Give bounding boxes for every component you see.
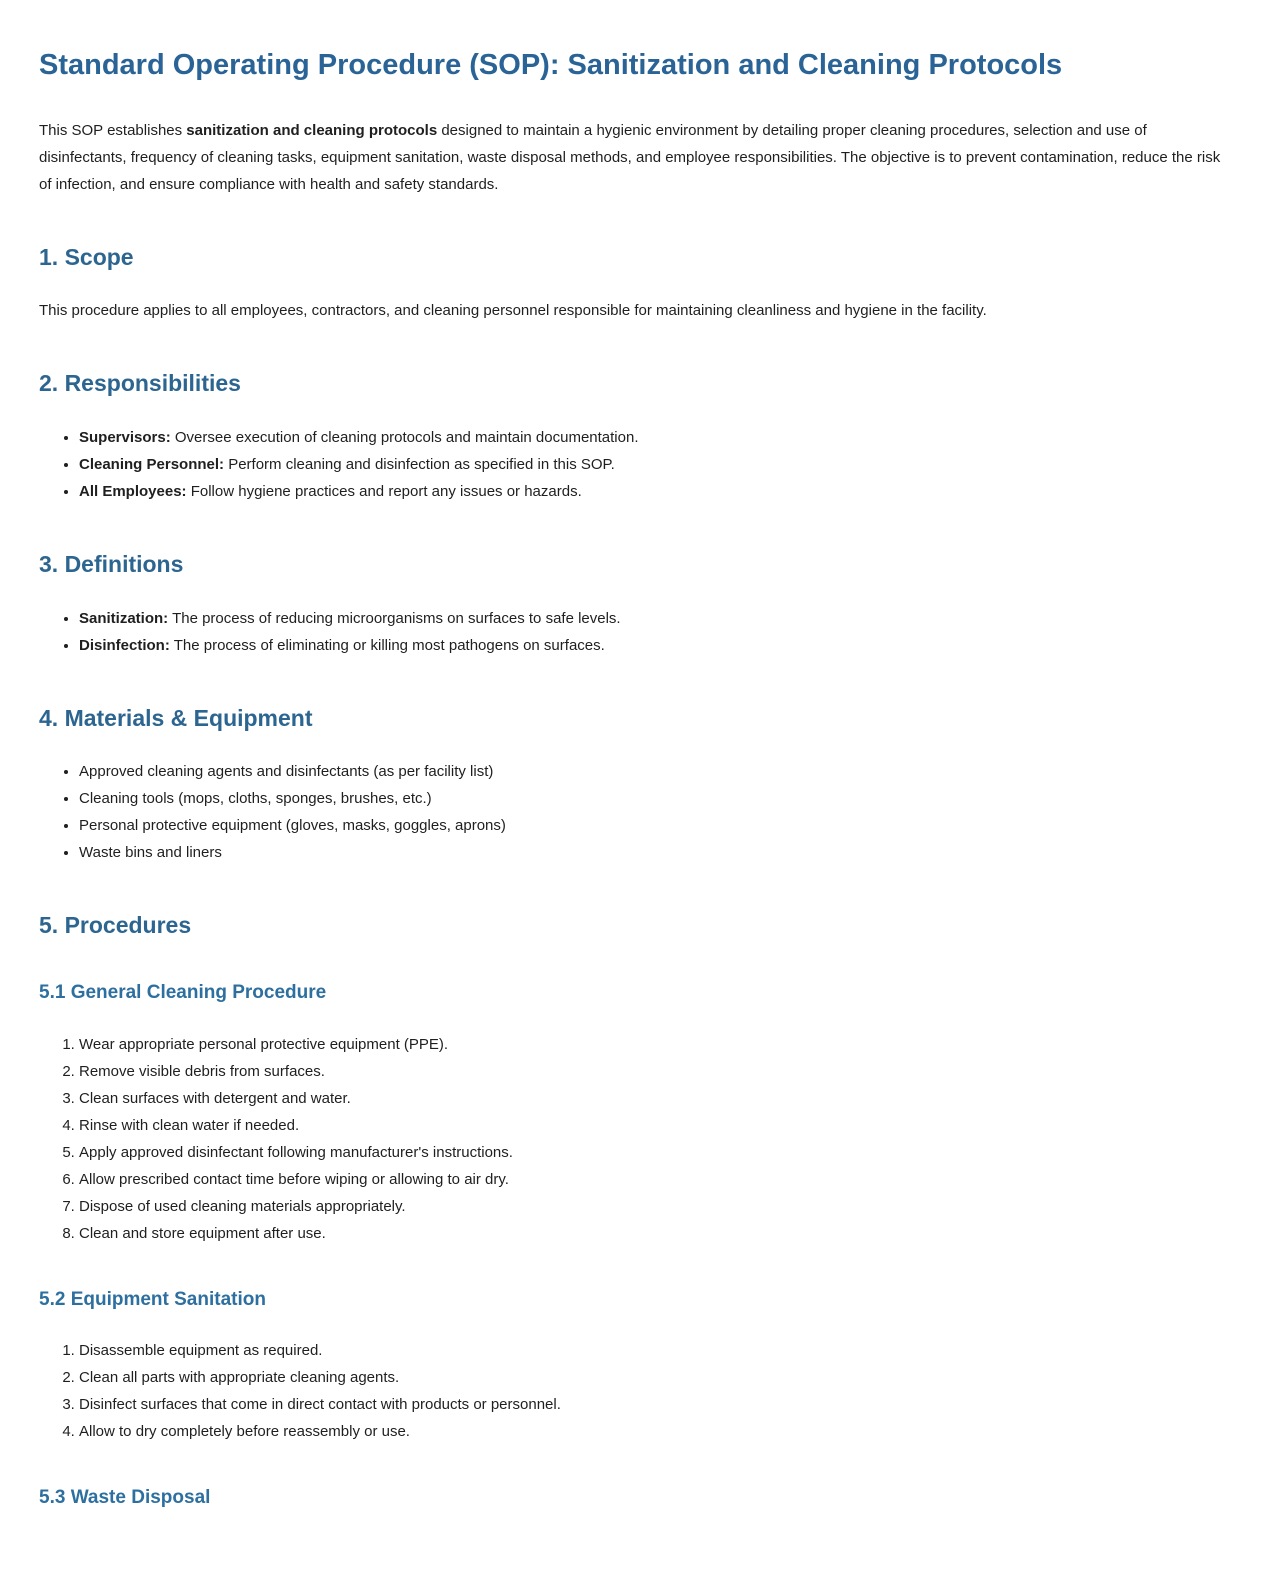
list-item-text: Oversee execution of cleaning protocols and maintain documentation. [170,428,639,446]
list-item [79,632,1224,659]
materials-list [39,758,1224,866]
equipment-sanitation-steps [39,1337,1224,1445]
section-heading-scope: 1. Scope [39,243,134,270]
list-item-label: Disinfection: [79,636,170,654]
responsibilities-list [39,424,1224,505]
section-heading-responsibilities: 2. Responsibilities [39,370,241,397]
list-item-label: All Employees: [79,482,187,500]
list-item: • Cleaning tools (mops, cloths, sponges, brushes, etc.) [79,785,1224,812]
step-item: 2. Clean all parts with appropriate cleaning agents. [79,1364,1224,1391]
list-item-label: Cleaning Personnel: [79,455,225,473]
list-item [79,478,1224,505]
step-item: 1. Wear appropriate personal protective equipment (PPE). [79,1031,1224,1058]
subsection-heading-general-cleaning: 5.1 General Cleaning Procedure [39,981,327,1003]
list-item-label: Sanitization: [79,609,169,627]
step-item: 3. Disinfect surfaces that come in direct contact with products or personnel. [79,1391,1224,1418]
list-item-text: Perform cleaning and disinfection as specified in this SOP. [224,455,615,473]
list-item [79,424,1224,451]
list-item-text: The process of eliminating or killing most pathogens on surfaces. [169,636,605,654]
list-item-label: Supervisors: [79,428,171,446]
section-heading-materials-equipment: 4. Materials & Equipment [39,704,313,731]
step-item: 1. Disassemble equipment as required. [79,1337,1224,1364]
list-item: • Waste bins and liners [79,839,1224,866]
list-item-text: Follow hygiene practices and report any issues or hazards. [186,482,582,500]
step-item: 7. Dispose of used cleaning materials appropriately. [79,1193,1224,1220]
step-item: 4. Rinse with clean water if needed. [79,1112,1224,1139]
intro-text-rest: designed to maintain a hygienic environment by detailing proper cleaning procedures, selection and use of disinfectants, frequency of cleaning tasks, equipment sanitation, waste disposal methods, and employee responsibilities. The objective is to prevent contamination, reduce the risk of infection, and ensure compliance with health and safety standards. [39,121,1221,193]
section-heading-definitions: 3. Definitions [39,550,184,577]
list-item-text: The process of reducing microorganisms on surfaces to safe levels. [168,609,621,627]
definitions-list [39,605,1224,659]
step-item: 2. Remove visible debris from surfaces. [79,1058,1224,1085]
subsection-heading-waste-disposal: 5.3 Waste Disposal [39,1487,211,1509]
general-cleaning-steps [39,1031,1224,1247]
intro-text-lead: This SOP establishes [39,121,187,139]
intro-paragraph [39,117,1224,198]
document-title: Standard Operating Procedure (SOP): Sanitization and Cleaning Protocols [39,49,1063,81]
step-item: 6. Allow prescribed contact time before wiping or allowing to air dry. [79,1166,1224,1193]
subsection-heading-equipment-sanitation: 5.2 Equipment Sanitation [39,1288,266,1310]
list-item [79,605,1224,632]
list-item: • Approved cleaning agents and disinfectants (as per facility list) [79,758,1224,785]
scope-paragraph: This procedure applies to all employees, contractors, and cleaning personnel responsible for maintaining cleanliness and hygiene in the facility. [39,302,987,320]
step-item: 8. Clean and store equipment after use. [79,1220,1224,1247]
step-item: 5. Apply approved disinfectant following manufacturer's instructions. [79,1139,1224,1166]
step-item: 4. Allow to dry completely before reassembly or use. [79,1418,1224,1445]
step-item: 3. Clean surfaces with detergent and water. [79,1085,1224,1112]
list-item: • Personal protective equipment (gloves, masks, goggles, aprons) [79,812,1224,839]
section-heading-procedures: 5. Procedures [39,912,192,939]
intro-emphasis: sanitization and cleaning protocols [186,121,438,139]
list-item [79,451,1224,478]
